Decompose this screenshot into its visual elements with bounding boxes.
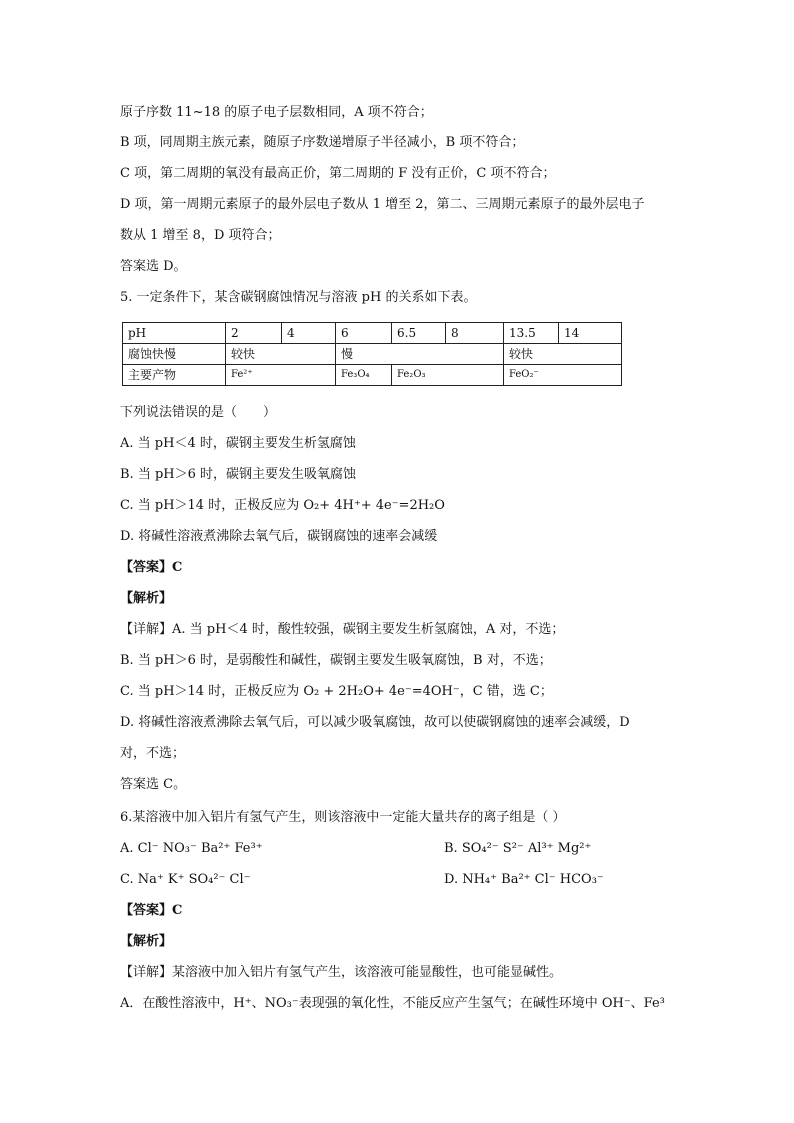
option-a: A. Cl⁻ NO₃⁻ Ba²⁺ Fe³⁺ [120, 841, 263, 856]
ph-table [122, 322, 622, 386]
table-cell: 2 [226, 323, 282, 344]
table-cell: 腐蚀快慢 [123, 344, 226, 365]
explanation-line: 【详解】A. 当 pH＜4 时，酸性较强，碳钢主要发生析氢腐蚀，A 对，不选； [120, 622, 565, 637]
table-cell: Fe²⁺ [226, 365, 336, 386]
table-cell: Fe₂O₃ [392, 365, 504, 386]
line-6: 答案选 D。 [120, 259, 187, 274]
option-b: B. 当 pH＞6 时，碳钢主要发生吸氧腐蚀 [120, 467, 357, 482]
answer-label: 【答案】C [120, 560, 183, 575]
line-2: B 项，同周期主族元素，随原子序数递增原子半径减小，B 项不符合； [120, 135, 525, 150]
table-cell: 6.5 [392, 323, 446, 344]
table-cell: FeO₂⁻ [504, 365, 622, 386]
table-row [123, 323, 622, 344]
line-3: C 项，第二周期的氧没有最高正价，第二周期的 F 没有正价，C 项不符合； [120, 166, 556, 181]
explanation-line: B. 当 pH＞6 时，是弱酸性和碱性，碳钢主要发生吸氧腐蚀，B 对，不选； [120, 653, 552, 668]
option-c: C. 当 pH＞14 时，正极反应为 O₂+ 4H⁺+ 4e⁻=2H₂O [120, 498, 445, 513]
table-cell: Fe₃O₄ [336, 365, 392, 386]
question-5: 5. 一定条件下，某含碳钢腐蚀情况与溶液 pH 的关系如下表。 [120, 290, 477, 305]
option-b: B. SO₄²⁻ S²⁻ Al³⁺ Mg²⁺ [444, 841, 592, 856]
explanation-line: D. 将碱性溶液煮沸除去氧气后，可以减少吸氧腐蚀，故可以使碳钢腐蚀的速率会减缓，D [120, 715, 630, 730]
table-row [123, 344, 622, 365]
line-5: 数从 1 增至 8，D 项符合； [120, 228, 281, 243]
explanation-line: A．在酸性溶液中，H⁺、NO₃⁻表现强的氧化性，不能反应产生氢气；在碱性环境中 OH⁻、Fe³ [120, 996, 665, 1011]
question-5-prompt: 下列说法错误的是（ ） [120, 405, 277, 420]
table-cell: 主要产物 [123, 365, 226, 386]
explanation-line: 答案选 C。 [120, 777, 187, 792]
table-cell: pH [123, 323, 226, 344]
table-cell: 14 [559, 323, 622, 344]
table-cell: 4 [282, 323, 336, 344]
answer-label: 【答案】C [120, 903, 183, 918]
table-row [123, 365, 622, 386]
table-cell: 8 [446, 323, 504, 344]
option-a: A. 当 pH＜4 时，碳钢主要发生析氢腐蚀 [120, 436, 356, 451]
explanation-line: 【详解】某溶液中加入铝片有氢气产生，该溶液可能显酸性，也可能显碱性。 [120, 965, 563, 980]
option-d: D. NH₄⁺ Ba²⁺ Cl⁻ HCO₃⁻ [444, 872, 604, 887]
table-cell: 13.5 [504, 323, 559, 344]
question-6: 6.某溶液中加入铝片有氢气产生，则该溶液中一定能大量共存的离子组是（ ） [120, 810, 566, 825]
explanation-line: 对，不选； [120, 746, 186, 761]
option-d: D. 将碱性溶液煮沸除去氧气后，碳钢腐蚀的速率会减缓 [120, 529, 438, 544]
analysis-label: 【解析】 [120, 591, 173, 606]
analysis-label: 【解析】 [120, 934, 173, 949]
line-1: 原子序数 11~18 的原子电子层数相同，A 项不符合； [120, 105, 433, 120]
line-4: D 项，第一周期元素原子的最外层电子数从 1 增至 2，第二、三周期元素原子的最外层电子 [120, 197, 645, 212]
table-cell: 较快 [504, 344, 622, 365]
explanation-line: C. 当 pH＞14 时，正极反应为 O₂ + 2H₂O+ 4e⁻=4OH⁻，C 错，选 C； [120, 684, 553, 699]
table-cell: 6 [336, 323, 392, 344]
option-c: C. Na⁺ K⁺ SO₄²⁻ Cl⁻ [120, 872, 251, 887]
table-cell: 较快 [226, 344, 336, 365]
table-cell: 慢 [336, 344, 504, 365]
